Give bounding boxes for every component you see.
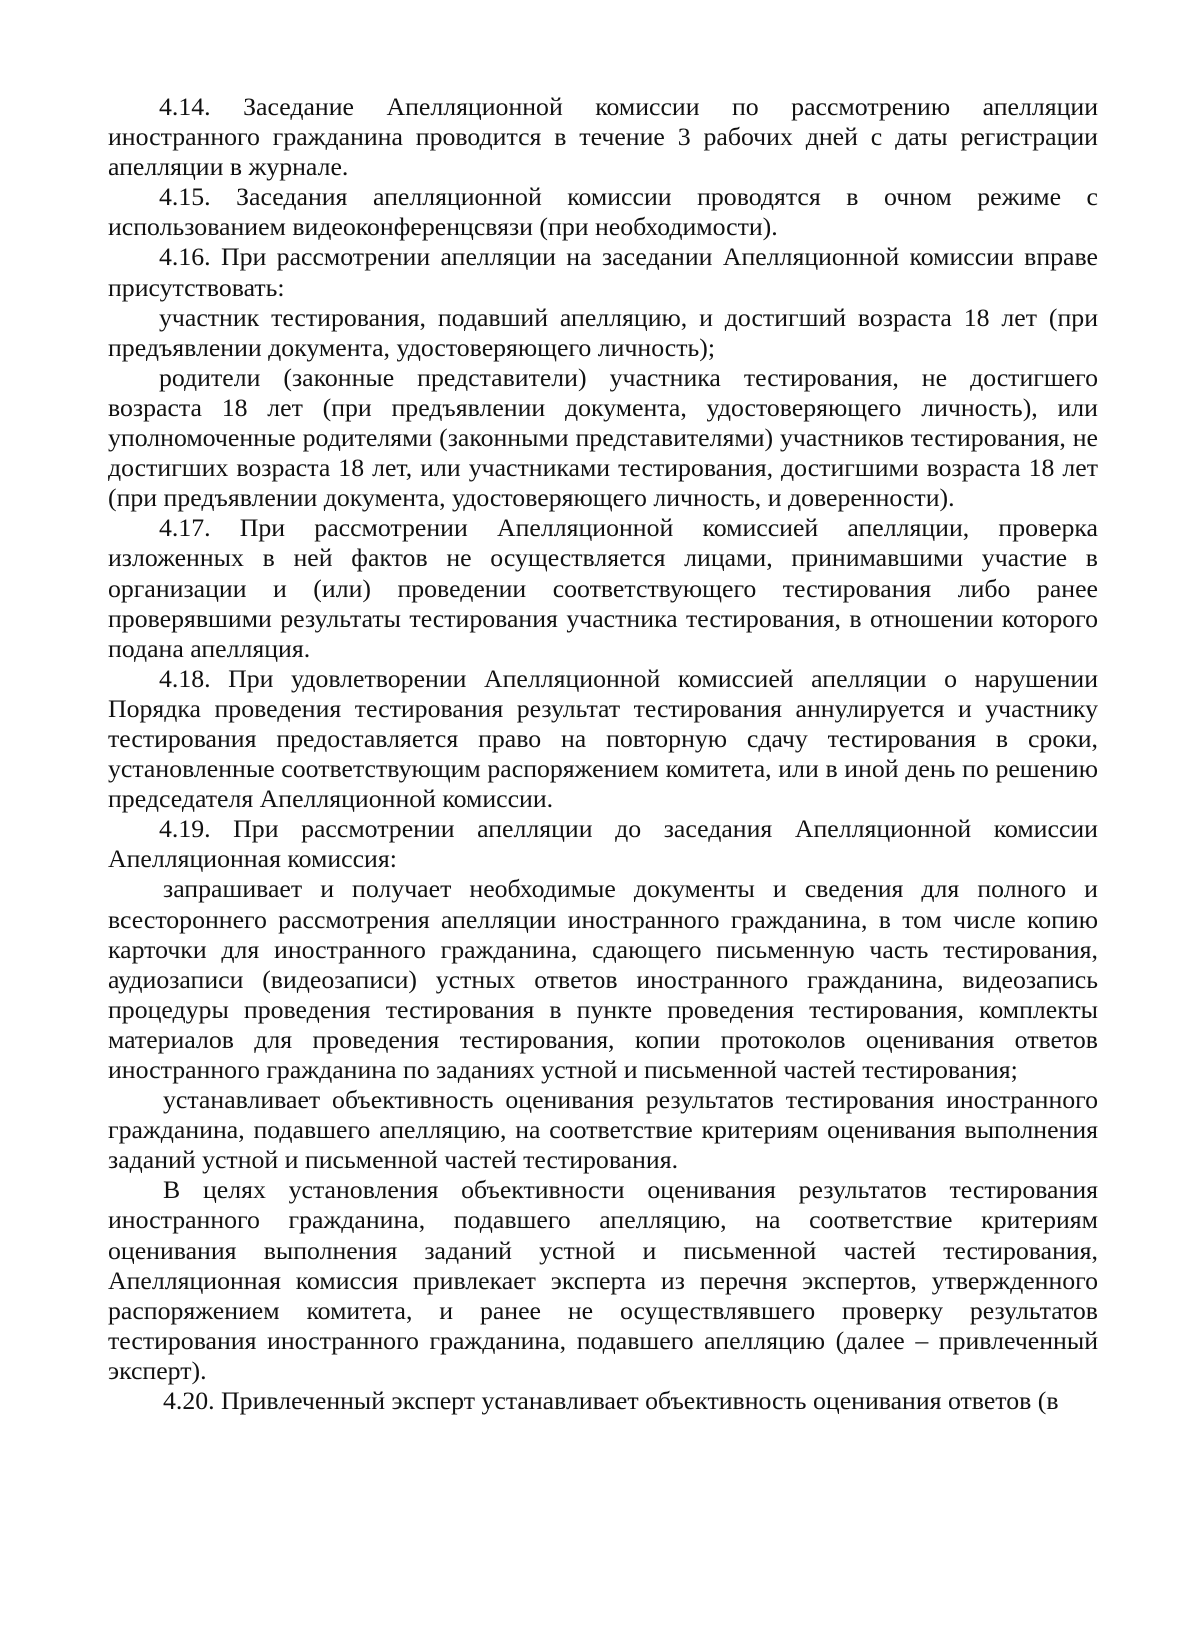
document-page <box>108 92 1098 1416</box>
paragraph-4-19-item-1: запрашивает и получает необходимые документы и сведения для полного и всестороннего рассмотрения апелляции иностранного гражданина, в том числе копию карточки для иностранного гражданина, сдающего письменную часть тестирования, аудиозаписи (видеозаписи) устных ответов иностранного гражданина, видеозапись процедуры проведения тестирования в пункте проведения тестирования, комплекты материалов для проведения тестирования, копии протоколов оценивания ответов иностранного гражданина по заданиях устной и письменной частей тестирования; <box>108 874 1098 1084</box>
paragraph-4-14: 4.14. Заседание Апелляционной комиссии по рассмотрению апелляции иностранного гражданина проводится в течение 3 рабочих дней с даты регистрации апелляции в журнале. <box>108 92 1098 182</box>
paragraph-expert-involvement: В целях установления объективности оценивания результатов тестирования иностранного гражданина, подавшего апелляцию, на соответствие критериям оценивания выполнения заданий устной и письменной частей тестирования, Апелляционная комиссия привлекает эксперта из перечня экспертов, утвержденного распоряжением комитета, и ранее не осуществлявшего проверку результатов тестирования иностранного гражданина, подавшего апелляцию (далее – привлеченный эксперт). <box>108 1175 1098 1385</box>
paragraph-4-16: 4.16. При рассмотрении апелляции на заседании Апелляционной комиссии вправе присутствовать: <box>108 242 1098 302</box>
paragraph-4-16-item-1: участник тестирования, подавший апелляцию, и достигший возраста 18 лет (при предъявлении документа, удостоверяющего личность); <box>108 302 1098 362</box>
paragraph-4-15: 4.15. Заседания апелляционной комиссии проводятся в очном режиме с использованием видеоконференцсвязи (при необходимости). <box>108 182 1098 242</box>
paragraph-4-19-item-2: устанавливает объективность оценивания результатов тестирования иностранного гражданина, подавшего апелляцию, на соответствие критериям оценивания выполнения заданий устной и письменной частей тестирования. <box>108 1085 1098 1175</box>
paragraph-4-17: 4.17. При рассмотрении Апелляционной комиссией апелляции, проверка изложенных в ней фактов не осуществляется лицами, принимавшими участие в организации и (или) проведении соответствующего тестирования либо ранее проверявшими результаты тестирования участника тестирования, в отношении которого подана апелляция. <box>108 513 1098 663</box>
paragraph-4-18: 4.18. При удовлетворении Апелляционной комиссией апелляции о нарушении Порядка проведения тестирования результат тестирования аннулируется и участнику тестирования предоставляется право на повторную сдачу тестирования в сроки, установленные соответствующим распоряжением комитета, или в иной день по решению председателя Апелляционной комиссии. <box>108 663 1098 814</box>
paragraph-4-19: 4.19. При рассмотрении апелляции до заседания Апелляционной комиссии Апелляционная комиссия: <box>108 814 1098 874</box>
paragraph-4-20: 4.20. Привлеченный эксперт устанавливает объективность оценивания ответов (в <box>163 1386 1059 1416</box>
paragraph-4-16-item-2: родители (законные представители) участника тестирования, не достигшего возраста 18 лет (при предъявлении документа, удостоверяющего личность), или уполномоченные родителями (законными представителями) участников тестирования, не достигших возраста 18 лет, или участниками тестирования, достигшими возраста 18 лет (при предъявлении документа, удостоверяющего личность, и доверенности). <box>108 362 1098 513</box>
